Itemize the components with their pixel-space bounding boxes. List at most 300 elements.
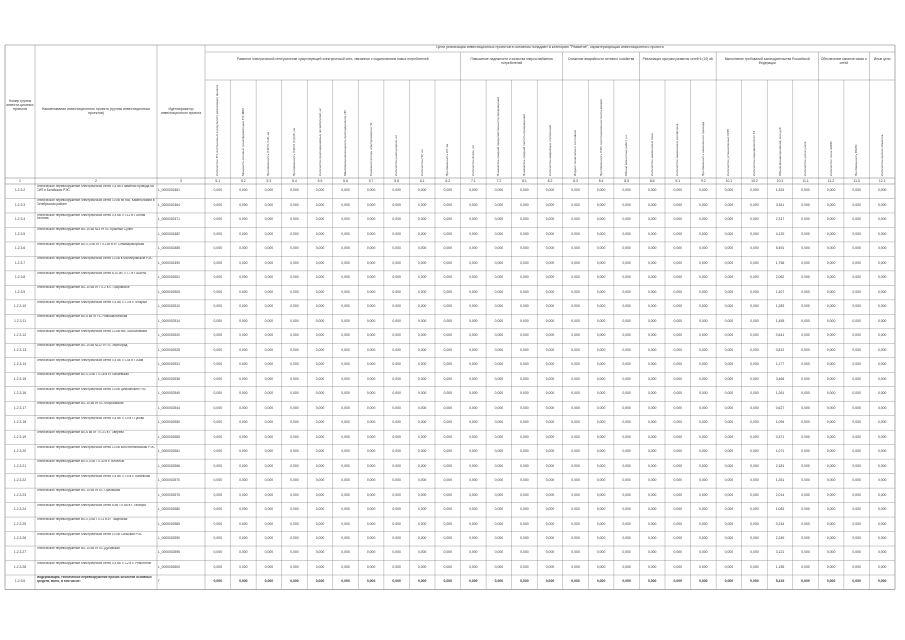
table-cell: 0,000 [750,260,759,265]
table-cell: 0,000 [877,289,887,294]
row-number: 1.2.3.4 [14,217,26,222]
table-cell: 0,000 [750,217,759,222]
table-cell: 0,000 [750,535,759,540]
table-cell: 0,000 [877,188,887,193]
table-cell: 0,000 [826,492,836,497]
table-cell: 0,000 [366,260,376,265]
table-cell: 0,000 [239,420,248,425]
table-cell: 0,000 [290,188,299,193]
table-cell: 0,000 [315,202,325,207]
table-cell: 1,261 [775,391,785,396]
table-cell: 1,324 [775,188,785,193]
table-cell: 0,000 [826,260,836,265]
table-cell: 0,000 [647,260,657,265]
table-cell: 0,000 [469,434,478,439]
table-cell: 0,000 [264,289,274,294]
row-identifier: L_0000002595 [158,550,181,555]
table-cell: 0,000 [852,188,861,193]
table-cell: 0,000 [417,391,427,396]
table-cell: 0,000 [494,492,504,497]
table-cell: 0,000 [852,347,861,352]
row-identifier: L_0000002575 [158,492,181,497]
table-cell: 0,000 [673,463,683,468]
table-cell: 0,000 [724,405,734,410]
row-name: Техническое перевооружение ВЛ-0,4 кВ ТП-18 в ст. Багаевская [36,373,129,377]
table-cell: 0,000 [264,275,274,280]
table-cell: 0,000 [494,260,504,265]
table-cell: 0,000 [290,391,299,396]
table-cell: 0,000 [673,318,683,323]
table-cell: 0,000 [622,492,631,497]
table-cell: 0,000 [469,463,478,468]
table-cell: 0,000 [647,564,657,569]
table-cell: 0,000 [877,275,887,280]
table-cell: 0,000 [213,260,223,265]
table-cell: 0,000 [699,507,708,512]
table-cell: 0,000 [290,260,299,265]
col-number: 8.1 [522,178,527,183]
row-identifier: L_0000002505 [158,289,181,294]
table-cell: 0,000 [315,333,325,338]
table-cell: 0,000 [290,434,299,439]
table-cell: 0,000 [443,202,453,207]
table-cell: 0,000 [341,492,350,497]
table-cell: 0,000 [852,478,861,483]
table-cell: 0,000 [213,246,223,251]
column-title: Максимальная мощность присоединения, кВт [343,109,348,176]
table-cell: 0,000 [264,304,274,309]
table-cell: 0,000 [494,478,504,483]
table-cell: 0,000 [750,463,759,468]
table-cell: 0,000 [647,478,657,483]
table-cell: 0,000 [801,260,810,265]
column-title: Количество точек АИИС [828,141,833,176]
table-cell: 0,000 [469,420,478,425]
table-cell: 0,000 [443,391,453,396]
row-identifier: L_0000002501 [158,275,181,280]
table-cell: 0,000 [852,564,861,569]
table-cell: 0,000 [392,449,401,454]
table-cell: 0,000 [571,333,580,338]
table-cell: 0,000 [239,333,248,338]
col-header-number: Номер группы инвести-ционных проектов [6,99,34,111]
table-cell: 0,000 [239,478,248,483]
table-cell: 0,000 [852,362,861,367]
table-cell: 0,000 [417,333,427,338]
table-cell: 0,000 [724,246,734,251]
column-title: Количество узлов учета [803,141,808,176]
table-cell: 0,000 [520,449,529,454]
table-cell: 0,000 [699,202,708,207]
table-cell: 0,000 [213,507,223,512]
column-title: Количество ТП, построенных в результате реализации проекта [215,84,220,176]
table-cell: 0,000 [264,246,274,251]
table-cell: 0,000 [290,521,299,526]
table-cell: 0,000 [724,188,734,193]
table-cell: 0,000 [724,420,734,425]
table-cell: 0,000 [826,521,836,526]
table-cell: 0,000 [494,202,504,207]
table-cell: 0,000 [341,318,350,323]
column-title: Показатель средней частоты прекращений [521,114,526,176]
table-cell: 0,000 [366,347,376,352]
table-cell: 0,000 [315,550,325,555]
table-cell: 0,000 [877,318,887,323]
table-cell: 0,000 [315,507,325,512]
table-cell: 0,000 [290,376,299,381]
row-name: Техническое перевооружение электрических сетей 10 кВ Цимлянский РЭС [36,387,147,391]
table-cell: 1,261 [775,478,785,483]
col-number: 5.1 [215,178,221,183]
table-cell: 0,000 [801,391,810,396]
table-cell: 0,000 [647,202,657,207]
row-identifier: L_0000002550 [158,420,181,425]
table-cell: 0,000 [852,304,861,309]
table-cell: 0,000 [417,347,427,352]
table-cell: 0,000 [673,579,683,584]
table-cell: 0,000 [341,405,350,410]
table-cell: 0,000 [724,347,734,352]
table-cell: 0,000 [571,231,580,236]
table-cell: 0,371 [775,434,785,439]
group-header-5: Выполнение требований законодательства Российской Федерации [724,57,810,65]
table-cell: 1,455 [775,318,785,323]
table-cell: 0,000 [239,579,248,584]
table-cell: 0,000 [571,420,580,425]
table-cell: 0,000 [213,333,223,338]
table-cell: 0,000 [520,289,529,294]
table-cell: 0,000 [392,434,401,439]
table-cell: 0,000 [750,347,759,352]
table-cell: 0,000 [826,550,836,555]
table-cell: 0,000 [647,217,657,222]
table-cell: 0,000 [852,231,861,236]
table-cell: 0,000 [264,318,274,323]
table-cell: 0,000 [622,318,631,323]
row-number: 1.2.3.21 [13,463,27,468]
table-cell: 0,000 [213,231,223,236]
table-cell: 0,000 [315,246,325,251]
table-cell: 0,000 [520,202,529,207]
row-number: 1.2.3.6 [14,246,26,251]
row-number: 1.2.3.27 [13,550,27,555]
table-cell: 0,000 [622,463,631,468]
row-name: Техническое перевооружение электрических сетей 0,4 кВ ТП-9 в г. Гуково [36,416,145,420]
table-cell: 0,000 [647,391,657,396]
table-cell: 0,000 [826,463,836,468]
table-cell: 0,000 [571,391,580,396]
table-cell: 0,000 [315,492,325,497]
table-cell: 0,000 [673,564,683,569]
table-cell: 0,000 [469,333,478,338]
table-cell: 0,000 [699,463,708,468]
table-cell: 0,000 [264,188,274,193]
table-cell: 0,000 [724,376,734,381]
table-cell: 0,000 [392,202,401,207]
table-cell: 0,000 [417,217,427,222]
table-cell: 0,000 [469,564,478,569]
table-cell: 0,000 [852,275,861,280]
table-cell: 0,000 [673,550,683,555]
table-cell: 0,000 [366,535,376,540]
col-number: 10.1 [725,178,733,183]
table-cell: 0,000 [392,463,401,468]
table-cell: 0,000 [699,521,708,526]
table-cell: 0,000 [417,376,427,381]
table-cell: 0,000 [213,318,223,323]
column-title: Протяженность замененного провода [700,121,705,176]
table-cell: 0,000 [750,420,759,425]
table-cell: 0,000 [571,275,580,280]
table-cell: 0,000 [213,579,223,584]
table-cell: 0,000 [545,246,555,251]
table-cell: 0,000 [673,405,683,410]
table-cell: 0,000 [443,492,453,497]
table-cell: 0,000 [443,231,453,236]
table-cell: 0,000 [877,260,887,265]
table-cell: 0,000 [852,405,861,410]
table-cell: 0,000 [341,449,350,454]
table-cell: 0,000 [494,318,504,323]
table-cell: 0,000 [852,391,861,396]
table-cell: 3,511 [775,202,785,207]
table-cell: 0,000 [290,275,299,280]
row-name: Техническое перевооружение электрических сетей 10 кВ пос. Шолоховский [36,329,147,333]
table-cell: 0,000 [545,362,555,367]
table-cell: 0,000 [366,434,376,439]
table-cell: 0,000 [341,289,350,294]
table-cell: 0,000 [443,463,453,468]
table-cell: 0,000 [443,376,453,381]
table-cell: 0,000 [877,202,887,207]
table-cell: 0,000 [724,202,734,207]
table-cell: 0,000 [724,449,734,454]
table-cell: 0,000 [494,564,504,569]
table-cell: 0,000 [622,333,631,338]
column-title: Количество мероприятий по ТЗ [751,130,756,176]
table-cell: 0,000 [213,304,223,309]
table-cell: 0,000 [826,507,836,512]
table-cell: 0,000 [877,231,887,236]
row-number: 1.2.3.3 [14,202,26,207]
table-cell: 0,000 [673,304,683,309]
table-cell: 0,000 [290,304,299,309]
table-cell: 0,000 [341,275,350,280]
row-name: Техническое перевооружение электрических сетей 0,4 кВ ТП-44 в г. Азов [36,358,144,362]
table-cell: 0,000 [494,535,504,540]
table-cell: 0,000 [571,550,580,555]
table-cell: 0,000 [392,405,401,410]
table-cell: 0,000 [341,376,350,381]
table-cell: 0,000 [801,202,810,207]
table-cell: 0,000 [647,420,657,425]
table-cell: 0,000 [826,231,836,236]
table-cell: 0,000 [596,347,606,352]
col-number: 5.7 [368,178,374,183]
table-cell: 0,000 [596,260,606,265]
table-cell: 0,000 [852,289,861,294]
table-cell: 0,000 [520,260,529,265]
table-cell: 0,000 [647,318,657,323]
table-cell: 0,000 [520,507,529,512]
table-cell: 0,000 [315,289,325,294]
table-cell: 0,000 [647,304,657,309]
table-cell: 2,249 [775,535,785,540]
table-cell: 0,000 [494,507,504,512]
table-cell: 0,000 [315,449,325,454]
table-cell: 0,000 [545,535,555,540]
col-number: 6.1 [419,178,425,183]
table-cell: 0,000 [877,217,887,222]
table-cell: 0,000 [264,362,274,367]
table-cell: 0,000 [826,318,836,323]
column-title: Количество присоединяемых потребителей, шт [317,107,322,176]
table-cell: 0,000 [443,188,453,193]
table-cell: 0,000 [469,405,478,410]
table-cell: 0,000 [673,492,683,497]
table-cell: 0,000 [366,564,376,569]
table-cell: 0,000 [469,362,478,367]
table-cell: 0,000 [596,217,606,222]
table-cell: 0,000 [213,449,223,454]
col-number: 7.1 [470,178,476,183]
row-number: 1.2.3.24 [13,507,27,512]
table-cell: 0,000 [366,391,376,396]
table-cell: 0,000 [290,405,299,410]
table-cell: 0,000 [826,304,836,309]
table-cell: 0,000 [826,217,836,222]
table-cell: 0,244 [775,521,785,526]
table-cell: 0,000 [315,275,325,280]
table-cell: 0,000 [699,579,708,584]
table-cell: 0,000 [494,231,504,236]
table-cell: 0,000 [545,478,555,483]
table-cell: 0,000 [545,579,555,584]
table-cell: 0,000 [852,318,861,323]
table-cell: 0,000 [699,405,708,410]
table-cell: 0,000 [852,333,861,338]
table-cell: 0,000 [417,304,427,309]
table-cell: 0,000 [290,463,299,468]
table-cell: 0,000 [545,376,555,381]
table-cell: 0,000 [264,347,274,352]
table-cell: 0,000 [520,362,529,367]
table-cell: 0,000 [801,463,810,468]
table-cell: 0,000 [264,492,274,497]
table-cell: 0,000 [571,188,580,193]
row-name: Техническое перевооружение ВЛ-0,4 кВ ТП-11 в ст. Тацинская [36,518,128,522]
table-cell: 0,000 [417,188,427,193]
table-cell: 0,000 [264,202,274,207]
table-cell: 0,000 [213,202,223,207]
table-cell: 1,083 [775,507,785,512]
row-number: 1.2.3.26 [13,535,27,540]
table-cell: 0,000 [750,362,759,367]
row-identifier: L_0000002510 [158,304,181,309]
table-cell: 0,000 [571,507,580,512]
table-cell: 0,000 [852,535,861,540]
table-cell: 0,000 [469,535,478,540]
table-cell: 0,000 [494,188,504,193]
table-cell: 0,000 [699,492,708,497]
table-cell: 0,000 [366,420,376,425]
table-cell: 0,000 [571,463,580,468]
table-cell: 0,000 [826,202,836,207]
table-cell: 0,000 [673,333,683,338]
col-number: 9.1 [675,178,681,183]
table-cell: 0,000 [366,478,376,483]
row-name: Техническое перевооружение электрических сетей 0,4 кВ ТП-12 в г. Белая Калитва [36,213,146,221]
table-cell: 0,000 [571,318,580,323]
table-cell: 0,000 [469,347,478,352]
table-cell: 0,000 [571,246,580,251]
table-cell: 0,000 [443,318,453,323]
table-cell: 0,000 [877,492,887,497]
group-header-7: Иные цели [873,57,891,61]
table-cell: 0,000 [341,202,350,207]
table-cell: 0,000 [724,231,734,236]
table-cell: 0,000 [545,449,555,454]
row-name: Техническое перевооружение электрических сетей 10 кВ Сальский РЭС [36,532,143,536]
table-cell: 0,000 [852,420,861,425]
col-number: 5.5 [317,178,323,183]
table-cell: 0,000 [494,434,504,439]
table-cell: 0,000 [290,217,299,222]
table-cell: 0,000 [622,289,631,294]
table-cell: 0,000 [443,449,453,454]
row-number: 1.2.3.18 [13,420,27,425]
table-cell: 0,000 [264,434,274,439]
table-cell: 0,000 [826,405,836,410]
table-cell: 0,000 [366,246,376,251]
table-cell: 0,000 [392,217,401,222]
table-cell: 0,000 [596,579,606,584]
table-cell: 0,000 [647,535,657,540]
table-cell: 0,000 [699,318,708,323]
table-cell: 0,000 [699,550,708,555]
column-title: Количество реклоузеров, шт [394,134,399,176]
table-cell: 0,000 [801,478,810,483]
table-cell: 0,000 [877,478,887,483]
column-title: Протяженность ЛЭП 0,4 кВ, км [266,131,271,176]
table-cell: 0,000 [264,550,274,555]
table-cell: 0,000 [469,579,478,584]
table-cell: 0,000 [469,246,478,251]
table-cell: 0,000 [647,492,657,497]
table-cell: 0,000 [443,333,453,338]
table-cell: 0,000 [239,507,248,512]
table-cell: 0,000 [877,535,887,540]
table-cell: 0,000 [213,521,223,526]
table-cell: 0,000 [520,420,529,425]
table-cell: 0,000 [239,362,248,367]
table-cell: 0,000 [264,507,274,512]
row-identifier: L_0000002471 [158,217,181,222]
table-cell: 0,000 [545,217,555,222]
row-identifier: L_0000002482 [158,231,181,236]
table-cell: 0,000 [673,391,683,396]
table-cell: 0,000 [264,535,274,540]
table-cell: 0,000 [315,434,325,439]
table-cell: 0,000 [545,463,555,468]
table-cell: 0,000 [750,579,759,584]
table-cell: 0,000 [341,304,350,309]
col-number: 8.5 [624,178,629,183]
table-cell: 0,000 [852,492,861,497]
table-cell: 0,000 [315,420,325,425]
table-cell: 0,000 [213,347,223,352]
table-cell: 0,000 [647,333,657,338]
